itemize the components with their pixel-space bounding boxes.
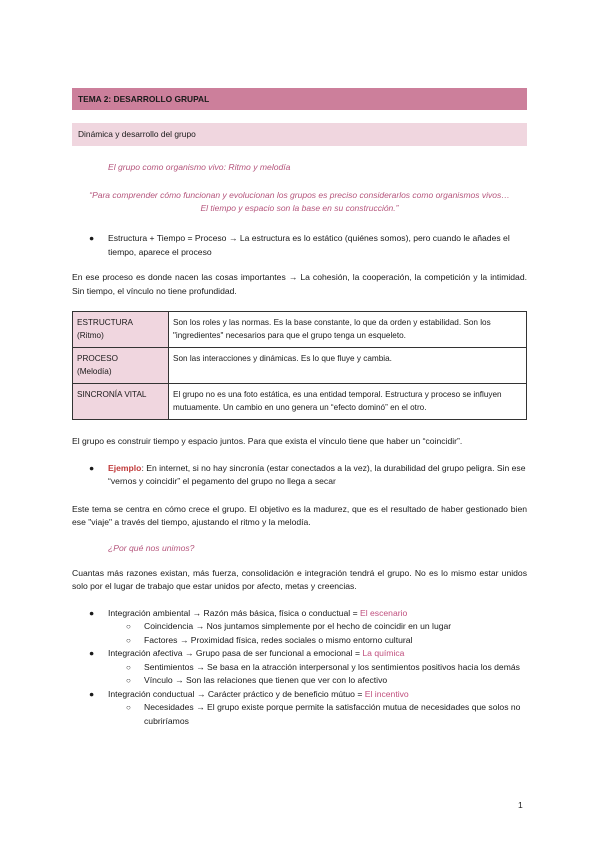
table-value: El grupo no es una foto estática, es una entidad temporal. Estructura y proceso se influyen mutuamente. Un cambio en uno genera un “efecto dominó” en el otro. bbox=[169, 384, 527, 420]
table-row bbox=[73, 348, 527, 384]
table-key bbox=[73, 384, 169, 420]
bullet-icon: ● bbox=[89, 648, 95, 658]
sub-text: Vínculo → Son las relaciones que tienen que ver con lo afectivo bbox=[144, 675, 388, 685]
list-item bbox=[72, 620, 527, 634]
bullet-estructura-tiempo bbox=[72, 232, 527, 259]
circle-bullet-icon: ○ bbox=[126, 676, 131, 685]
bullet-icon: ● bbox=[89, 607, 95, 618]
section-header: Dinámica y desarrollo del grupo bbox=[72, 123, 527, 146]
table-value: Son las interacciones y dinámicas. Es lo que fluye y cambia. bbox=[169, 348, 527, 384]
list-item bbox=[72, 674, 527, 688]
sub-text: Factores → Proximidad física, redes sociales o mismo entorno cultural bbox=[144, 634, 413, 645]
key-subtitle: (Ritmo) bbox=[77, 330, 104, 340]
table-key bbox=[73, 312, 169, 348]
sub-text: Necesidades → El grupo existe porque permite la satisfacción mutua de necesidades que solos no cubriríamos bbox=[144, 702, 521, 726]
quote-line-1: “Para comprender cómo funcionan y evolucionan los grupos es preciso considerarlos como organismos vivos… bbox=[89, 190, 510, 200]
quote bbox=[72, 189, 527, 215]
circle-bullet-icon: ○ bbox=[126, 635, 131, 645]
circle-bullet-icon: ○ bbox=[126, 622, 131, 631]
table-value: Son los roles y las normas. Es la base constante, lo que da orden y estabilidad. Son los "ingredientes" necesarios para que el grupo tenga un esqueleto. bbox=[169, 312, 527, 348]
integration-highlight: El incentivo bbox=[364, 688, 409, 699]
bullet-icon: ● bbox=[89, 462, 95, 473]
sub-text: Sentimientos → Se basa en la atracción interpersonal y los sentimientos positivos hacia los demás bbox=[144, 661, 520, 672]
integration-text: Integración afectiva → Grupo pasa de ser funcional a emocional = bbox=[108, 648, 363, 658]
integration-highlight: La química bbox=[362, 648, 405, 658]
concept-table bbox=[72, 311, 527, 420]
paragraph-razones: Cuantas más razones existan, más fuerza, consolidación e integración tendrá el grupo. No es lo mismo estar unidos solo por el lugar de trabajo que estar unidos por afecto, metas y creencias. bbox=[72, 567, 527, 591]
example-label: Ejemplo bbox=[108, 462, 142, 473]
paragraph-madurez: Este tema se centra en cómo crece el grupo. El objetivo es la madurez, que es el resultado de haber gestionado bien ese "viaje" a través del tiempo, ajustando el ritmo y la melodía. bbox=[72, 503, 527, 527]
key-title: SINCRONÍA VITAL bbox=[77, 390, 147, 399]
subtitle-organismo: El grupo como organismo vivo: Ritmo y melodía bbox=[108, 162, 291, 172]
bullet-ejemplo bbox=[72, 462, 527, 489]
integration-text: Integración ambiental → Razón más básica, física o conductual = bbox=[108, 607, 360, 618]
bullet-icon: ● bbox=[89, 233, 95, 243]
table-row bbox=[73, 384, 527, 420]
bullet-text: Estructura + Tiempo = Proceso → La estructura es lo estático (quiénes somos), pero cuando le añades el tiempo, aparece el proceso bbox=[108, 233, 510, 257]
integration-text: Integración conductual → Carácter práctico y de beneficio mútuo = bbox=[108, 688, 365, 699]
quote-line-2: El tiempo y espacio son la base en su construcción.” bbox=[200, 203, 399, 213]
integration-list bbox=[72, 607, 527, 729]
integration-highlight: El escenario bbox=[359, 607, 408, 618]
table-row bbox=[73, 312, 527, 348]
circle-bullet-icon: ○ bbox=[126, 703, 131, 712]
list-item bbox=[72, 661, 527, 675]
example-text: : En internet, si no hay sincronía (estar conectados a la vez), la durabilidad del grupo peligra. Sin ese “vernos y coincidir” el pegamento del grupo no llega a secar bbox=[108, 462, 526, 486]
paragraph-coincidir: El grupo es construir tiempo y espacio juntos. Para que exista el vínculo tiene que haber un “coincidir”. bbox=[72, 436, 463, 446]
list-item bbox=[72, 688, 527, 702]
subtitle-por-que: ¿Por qué nos unimos? bbox=[108, 542, 195, 553]
sub-text: Coincidencia → Nos juntamos simplemente por el hecho de coincidir en un lugar bbox=[144, 621, 452, 631]
list-item bbox=[72, 634, 527, 648]
paragraph-proceso: En ese proceso es donde nacen las cosas importantes → La cohesión, la cooperación, la competición y la intimidad. Sin tiempo, el vínculo no tiene profundidad. bbox=[72, 272, 527, 296]
list-item bbox=[72, 607, 527, 621]
topic-header: TEMA 2: DESARROLLO GRUPAL bbox=[72, 88, 527, 110]
key-subtitle: (Melodía) bbox=[77, 366, 112, 376]
bullet-icon: ● bbox=[89, 688, 95, 699]
page-number: 1 bbox=[518, 800, 523, 810]
circle-bullet-icon: ○ bbox=[126, 662, 131, 672]
key-title: ESTRUCTURA bbox=[77, 318, 133, 327]
list-item bbox=[72, 647, 527, 661]
page-content bbox=[72, 88, 527, 728]
table-key bbox=[73, 348, 169, 384]
list-item bbox=[72, 701, 527, 728]
key-title: PROCESO bbox=[77, 354, 118, 363]
